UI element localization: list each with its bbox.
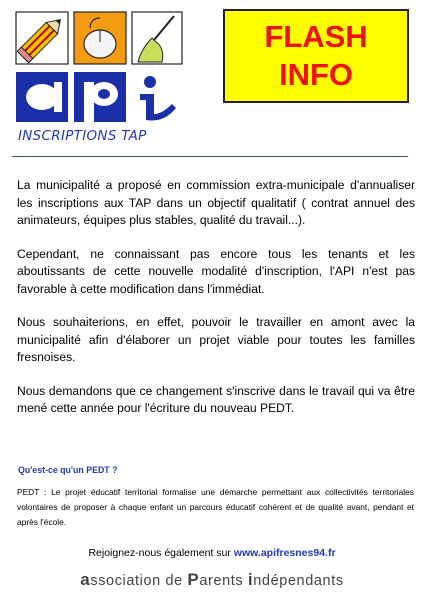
pencil-icon [16, 12, 68, 64]
paragraph: La municipalité a proposé en commission extra-municipale d'annualiser les inscriptions aux TAP dans un objectif qualitatif ( contrat annuel des animateurs, équipes plus stables, qualité du travail...). [17, 178, 415, 227]
a-rest: ssociation de [90, 573, 188, 589]
p-rest: arents [199, 573, 248, 589]
computer-mouse-icon [74, 12, 126, 64]
api-logo [14, 10, 184, 125]
pedt-question: Qu'est-ce qu'un PEDT ? [18, 465, 118, 475]
pedt-definition: PEDT : Le projet éducatif territorial formalise une démarche permettant aux collectivités territoriales volontaires de proposer à chaque enfant un parcours éducatif cohérent et de qualité avant, pendant et après l'école. [17, 487, 414, 527]
p-initial: P [187, 570, 200, 589]
api-lettering [16, 72, 176, 122]
join-text: Rejoignez-nous également sur [88, 547, 231, 559]
article-body [17, 177, 415, 434]
paragraph: Cependant, ne connaissant pas encore tous les tenants et les aboutissants de cette nouvelle modalité d'inscription, l'API n'est pas favorable à cette modification dans l'immédiat. [17, 246, 415, 296]
flash-line-2: INFO [278, 57, 354, 92]
paintbrush-icon [132, 12, 182, 64]
i-initial: i [247, 570, 254, 589]
website-link[interactable]: www.apifresnes94.fr [233, 547, 336, 559]
join-line [0, 547, 424, 559]
flash-info-banner [223, 9, 409, 103]
paragraph: Nous souhaiterions, en effet, pouvoir le travailler en amont avec la municipalité afin d'élaborer un projet viable pour toutes les familles fresnoises. [17, 315, 415, 364]
title-divider [12, 156, 408, 157]
paragraph: Nous demandons que ce changement s'inscrive dans le travail qui va être mené cette année pour l'écriture du nouveau PEDT. [17, 383, 415, 415]
i-rest: ndépendants [253, 573, 344, 589]
a-initial: a [80, 570, 91, 589]
association-name [0, 570, 424, 590]
flash-line-1: FLASH [264, 19, 368, 54]
page-title: INSCRIPTIONS TAP [18, 128, 147, 144]
